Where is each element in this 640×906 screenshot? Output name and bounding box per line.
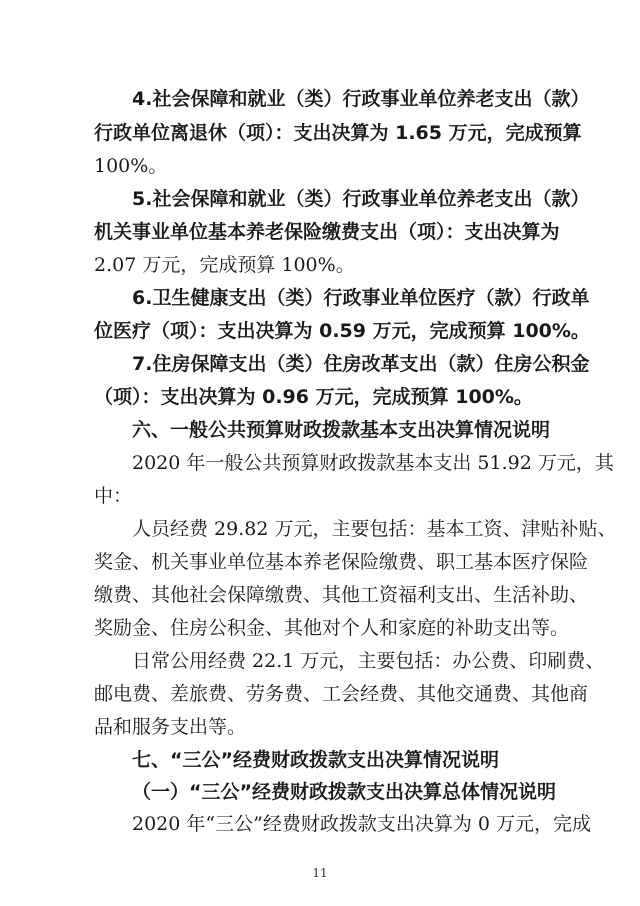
- personnel-cost-line-1: 人员经费 29.82 万元，主要包括：基本工资、津贴补贴、: [132, 518, 617, 540]
- page-number: 11: [312, 866, 328, 880]
- personnel-cost-line-2: 奖金、机关事业单位基本养老保险缴费、职工基本医疗保险: [94, 551, 589, 573]
- item-6-line-2-text: 位医疗（项）：支出决算为 0.59 万元，完成预算 100%。: [94, 320, 590, 342]
- item-4-line-2: [94, 121, 582, 145]
- section-7-para-1-line-1: 2020 年“三公”经费财政拨款支出决算为 0 万元，完成: [132, 813, 591, 835]
- item-7-line-1: 7.住房保障支出（类）住房改革支出（款）住房公积金: [132, 353, 590, 375]
- item-5-line-2-text: 机关事业单位基本养老保险缴费支出（项）：支出决算为: [94, 221, 560, 243]
- public-cost-line-1: 日常公用经费 22.1 万元，主要包括：办公费、印刷费、: [132, 650, 605, 672]
- personnel-cost-line-3: 缴费、其他社会保障缴费、其他工资福利支出、生活补助、: [94, 584, 589, 606]
- item-4-line-3: 100%。: [94, 155, 168, 177]
- item-4-line-2-text: 行政单位离退休（项）：支出决算为 1.65 万元，完成预算: [94, 122, 582, 144]
- section-6-para-1-line-2: 中：: [94, 485, 133, 507]
- item-5-line-1: 5.社会保障和就业（类）行政事业单位养老支出（款）: [132, 188, 590, 210]
- item-4-line-1: 4.社会保障和就业（类）行政事业单位养老支出（款）: [132, 88, 590, 110]
- item-6-line-1: 6.卫生健康支出（类）行政事业单位医疗（款）行政单: [132, 287, 590, 309]
- item-7-line-2: [94, 385, 533, 409]
- public-cost-line-2: 邮电费、差旅费、劳务费、工会经费、其他交通费、其他商: [94, 683, 589, 705]
- personnel-cost-line-4: 奖励金、住房公积金、其他对个人和家庭的补助支出等。: [94, 617, 570, 639]
- item-5-line-3: 2.07 万元，完成预算 100%。: [94, 254, 355, 276]
- section-6-title: 六、一般公共预算财政拨款基本支出决算情况说明: [132, 419, 551, 441]
- section-6-para-1-line-1: 2020 年一般公共预算财政拨款基本支出 51.92 万元，其: [132, 452, 614, 474]
- item-5-line-2: [94, 220, 560, 244]
- public-cost-line-3: 品和服务支出等。: [94, 716, 247, 738]
- item-6-line-2: [94, 319, 590, 343]
- section-7-title: 七、“三公”经费财政拨款支出决算情况说明: [132, 749, 499, 771]
- section-7-subsection-1-title: （一）“三公”经费财政拨款支出决算总体情况说明: [132, 781, 556, 803]
- item-7-line-2-text: （项）：支出决算为 0.96 万元，完成预算 100%。: [94, 386, 533, 408]
